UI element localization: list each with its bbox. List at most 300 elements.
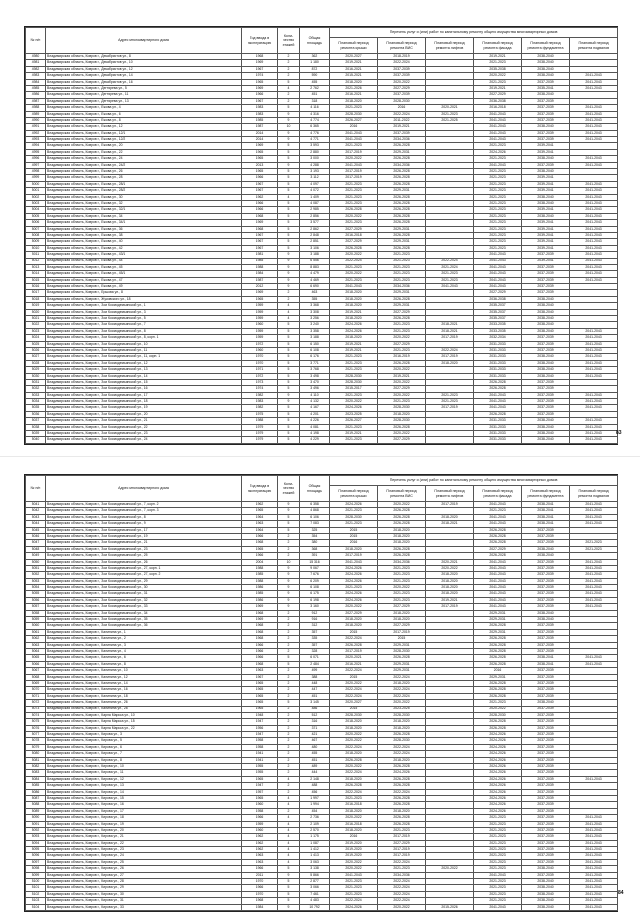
floors-cell: 4 (278, 827, 300, 833)
basement-period: 2021-2023 (570, 540, 618, 546)
foundation-period: 2038-2040 (522, 431, 570, 437)
utilities-period: 2022-2024 (378, 879, 426, 885)
basement-period: 2041-2043 (570, 73, 618, 79)
col-header-area: Общая площадь (300, 476, 330, 502)
foundation-period: 2037-2039 (522, 776, 570, 782)
area-cell: 3 106 (300, 245, 330, 251)
facade-period: 2024-2026 (474, 744, 522, 750)
address-cell: Владимирская область, Ковров г., Ежова ул., 44 (46, 258, 242, 264)
basement-period: 2041-2043 (570, 585, 618, 591)
utilities-period: 2022-2024 (378, 111, 426, 117)
facade-period: 2031-2033 (474, 354, 522, 360)
foundation-period: 2038-2040 (522, 610, 570, 616)
year-cell: 1962 (242, 847, 278, 853)
utilities-period: 2026-2028 (378, 764, 426, 770)
address-cell: Владимирская область, Ковров г., Зои Космодемьянской ул., 20 (46, 411, 242, 417)
col-header-num: № п/п (26, 28, 46, 54)
roof-period: 2018-2020 (330, 79, 378, 85)
facade-period: 2032-2034 (474, 335, 522, 341)
foundation-period: 2037-2039 (522, 757, 570, 763)
elevator-period: 2018-2021 (426, 328, 474, 334)
floors-cell: 5 (278, 143, 300, 149)
row-number: 5006 (26, 220, 46, 226)
basement-period: 2041-2043 (570, 502, 618, 508)
area-cell: 7 083 (300, 521, 330, 527)
foundation-period: 2037-2039 (522, 859, 570, 865)
year-cell: 2013 (242, 162, 278, 168)
roof-period: 2024-2026 (330, 597, 378, 603)
address-cell: Владимирская область, Ковров г., Зои Космодемьянской ул., 31 (46, 591, 242, 597)
utilities-period: 2022-2024 (378, 891, 426, 897)
facade-period: 2041-2043 (474, 502, 522, 508)
roof-period: 2015 (330, 533, 378, 539)
floors-cell: 5 (278, 386, 300, 392)
facade-period: 2041-2043 (474, 252, 522, 258)
utilities-period: 2020-2022 (378, 379, 426, 385)
roof-period: 2021-2023 (330, 188, 378, 194)
row-number: 5102 (26, 891, 46, 897)
floors-cell: 2 (278, 687, 300, 693)
area-cell: 380 (300, 540, 330, 546)
basement-period: 2041-2043 (570, 354, 618, 360)
year-cell: 2014 (242, 137, 278, 143)
roof-period: 2028-2030 (330, 712, 378, 718)
roof-period: 2018-2020 (330, 725, 378, 731)
area-cell: 488 (300, 783, 330, 789)
address-cell: Владимирская область, Ковров г., Жуковского ул., 18 (46, 296, 242, 302)
floors-cell: 2 (278, 808, 300, 814)
foundation-period: 2037-2039 (522, 744, 570, 750)
address-cell: Владимирская область, Ковров г., Ежова ул., 30 (46, 194, 242, 200)
year-cell: 1988 (242, 418, 278, 424)
address-cell: Владимирская область, Ковров г., Зои Космодемьянской ул., 11 (46, 347, 242, 353)
floors-cell: 9 (278, 252, 300, 258)
floors-cell: 4 (278, 303, 300, 309)
facade-period: 2036-2038 (474, 98, 522, 104)
year-cell: 1983 (242, 111, 278, 117)
year-cell: 1947 (242, 719, 278, 725)
year-cell: 1958 (242, 738, 278, 744)
roof-period: 2019-2020 (330, 853, 378, 859)
facade-period: 2021-2023 (474, 181, 522, 187)
area-cell: 357 (300, 629, 330, 635)
utilities-period: 2022-2024 (378, 674, 426, 680)
col-header-period: Плановый период ремонта фасада (474, 486, 522, 502)
roof-period: 2016-2018 (330, 821, 378, 827)
floors-cell: 5 (278, 661, 300, 667)
col-header-year: Год ввода в эксплуатацию (242, 476, 278, 502)
address-cell: Владимирская область, Ковров г., Зои Космодемьянской ул., 27, корп. 1 (46, 565, 242, 571)
address-cell: Владимирская область, Ковров г., Ежова ул., 47 (46, 277, 242, 283)
utilities-period: 2021-2023 (378, 258, 426, 264)
area-cell: 4 774 (300, 117, 330, 123)
address-cell: Владимирская область, Ковров г., Кирова ул., 25 (46, 859, 242, 865)
utilities-period: 2026-2028 (378, 783, 426, 789)
year-cell: 1965 (242, 693, 278, 699)
row-number: 5028 (26, 360, 46, 366)
utilities-period: 2022-2024 (378, 60, 426, 66)
address-cell: Владимирская область, Ковров г., Зои Космодемьянской ул., 7, корп. 3 (46, 508, 242, 514)
row-number: 5020 (26, 309, 46, 315)
col-header-floors: Коли-чество этажей (278, 28, 300, 54)
facade-period: 2041-2043 (474, 585, 522, 591)
utilities-period: 2018-2020 (378, 757, 426, 763)
roof-period: 2022-2024 (330, 636, 378, 642)
roof-period: 2018-2020 (330, 98, 378, 104)
floors-cell: 5 (278, 521, 300, 527)
foundation-period: 2037-2039 (522, 559, 570, 565)
address-cell: Владимирская область, Ковров г., Зои Космодемьянской ул., 9 (46, 521, 242, 527)
facade-period: 2021-2023 (474, 821, 522, 827)
area-cell: 357 (300, 642, 330, 648)
area-cell: 4 116 (300, 105, 330, 111)
roof-period: 2022-2024 (330, 898, 378, 904)
address-cell: Владимирская область, Ковров г., Зои Космодемьянской ул., 32 (46, 597, 242, 603)
foundation-period: 2037-2039 (522, 636, 570, 642)
roof-period: 2026-2028 (330, 642, 378, 648)
floors-cell: 5 (278, 527, 300, 533)
address-cell: Владимирская область, Ковров г., Дегтярева ул., 5 (46, 85, 242, 91)
utilities-period: 2020-2022 (378, 431, 426, 437)
floors-cell: 5 (278, 367, 300, 373)
address-cell: Владимирская область, Ковров г., Дегтярева ул., 11 (46, 92, 242, 98)
utilities-period: 2018-2020 (378, 533, 426, 539)
row-number: 5031 (26, 379, 46, 385)
basement-period: 2041-2043 (570, 514, 618, 520)
foundation-period: 2037-2039 (522, 815, 570, 821)
area-cell: 499 (300, 668, 330, 674)
floors-cell: 5 (278, 181, 300, 187)
floors-cell: 5 (278, 213, 300, 219)
foundation-period: 2038-2040 (522, 904, 570, 910)
area-cell: 3 066 (300, 885, 330, 891)
row-number: 5022 (26, 322, 46, 328)
facade-period: 2021-2023 (474, 239, 522, 245)
utilities-period: 2034-2036 (378, 137, 426, 143)
roof-period: 2018-2020 (330, 617, 378, 623)
address-cell: Владимирская область, Ковров г., Калинина ул., 28 (46, 706, 242, 712)
row-number: 5056 (26, 597, 46, 603)
basement-period: 2041-2043 (570, 521, 618, 527)
year-cell: 1968 (242, 661, 278, 667)
basement-period: 2041-2043 (570, 367, 618, 373)
roof-period: 2021-2023 (330, 891, 378, 897)
elevator-period: 2021-2023 (426, 271, 474, 277)
year-cell: 1959 (242, 335, 278, 341)
year-cell: 1960 (242, 347, 278, 353)
utilities-period: 2029-2031 (378, 239, 426, 245)
roof-period: 2018-2020 (330, 827, 378, 833)
address-cell: Владимирская область, Ковров г., Ежова ул., 8 (46, 117, 242, 123)
row-number: 5051 (26, 565, 46, 571)
elevator-period: 2020-2021 (426, 105, 474, 111)
roof-period: 2018-2020 (330, 808, 378, 814)
roof-period: 2019-2021 (330, 431, 378, 437)
row-number: 5018 (26, 296, 46, 302)
row-number: 5011 (26, 252, 46, 258)
area-cell: 3 240 (300, 322, 330, 328)
utilities-period: 2027-2029 (378, 341, 426, 347)
address-cell: Владимирская область, Ковров г., Зои Космодемьянской ул., 8 (46, 514, 242, 520)
foundation-period: 2037-2039 (522, 680, 570, 686)
roof-period: 2018-2020 (330, 290, 378, 296)
utilities-period: 2026-2028 (378, 802, 426, 808)
roof-period: 2018-2020 (330, 776, 378, 782)
year-cell: 1967 (242, 188, 278, 194)
roof-period: 2028-2030 (330, 514, 378, 520)
floors-cell: 5 (278, 424, 300, 430)
foundation-period: 2037-2039 (522, 738, 570, 744)
basement-period: 2041-2043 (570, 239, 618, 245)
area-cell: 6 358 (300, 502, 330, 508)
row-number: 5079 (26, 744, 46, 750)
facade-period: 2041-2043 (474, 591, 522, 597)
facade-period: 2021-2023 (474, 200, 522, 206)
area-cell: 1 997 (300, 795, 330, 801)
area-cell: 455 (300, 79, 330, 85)
foundation-period: 2037-2039 (522, 668, 570, 674)
floors-cell: 2 (278, 751, 300, 757)
area-cell: 3 112 (300, 175, 330, 181)
row-number: 5076 (26, 725, 46, 731)
address-cell: Владимирская область, Ковров г., Ежова ул., 26 (46, 169, 242, 175)
row-number: 5012 (26, 258, 46, 264)
row-number: 5089 (26, 808, 46, 814)
area-cell: 3 138 (300, 866, 330, 872)
area-cell: 467 (300, 738, 330, 744)
year-cell: 1987 (242, 124, 278, 130)
col-header-period: Плановый период ремонта фундамента (522, 38, 570, 54)
foundation-period: 2037-2039 (522, 629, 570, 635)
year-cell: 1972 (242, 341, 278, 347)
basement-period: 2041-2043 (570, 220, 618, 226)
row-number: 5019 (26, 303, 46, 309)
facade-period: 2041-2043 (474, 572, 522, 578)
row-number: 5036 (26, 411, 46, 417)
facade-period: 2031-2033 (474, 437, 522, 443)
year-cell: 1969 (242, 290, 278, 296)
facade-period: 2035-2037 (474, 303, 522, 309)
address-cell: Владимирская область, Ковров г., Кирова ул., 21 (46, 834, 242, 840)
roof-period: 2021-2023 (330, 181, 378, 187)
facade-period: 2035-2037 (474, 316, 522, 322)
floors-cell: 2 (278, 98, 300, 104)
roof-period: 2015 (330, 674, 378, 680)
basement-period: 2041-2043 (570, 252, 618, 258)
utilities-period: 2027-2029 (378, 437, 426, 443)
facade-period: 2041-2043 (474, 405, 522, 411)
address-cell: Владимирская область, Ковров г., Декабристов ул., 12 (46, 66, 242, 72)
row-number: 4986 (26, 92, 46, 98)
basement-period: 2041-2043 (570, 776, 618, 782)
utilities-period: 2027-2029 (378, 623, 426, 629)
floors-cell: 9 (278, 508, 300, 514)
foundation-period: 2037-2039 (522, 347, 570, 353)
table-body (26, 54, 618, 444)
address-cell: Владимирская область, Ковров г., Кирова ул., 26 (46, 866, 242, 872)
address-cell: Владимирская область, Ковров г., Кирова ул., 19 (46, 821, 242, 827)
basement-period: 2041-2043 (570, 213, 618, 219)
foundation-period: 2037-2039 (522, 591, 570, 597)
utilities-period: 2037-2039 (378, 92, 426, 98)
facade-period: 2021-2023 (474, 232, 522, 238)
area-cell: 6 690 (300, 284, 330, 290)
roof-period: 2021-2023 (330, 585, 378, 591)
address-cell: Владимирская область, Ковров г., Зои Космодемьянской ул., 12 (46, 360, 242, 366)
floors-cell: 4 (278, 795, 300, 801)
basement-period: 2041-2043 (570, 437, 618, 443)
basement-period: 2041-2043 (570, 904, 618, 910)
col-header-period: Плановый период ремонта крыши (330, 38, 378, 54)
roof-period: 2015-2021 (330, 73, 378, 79)
facade-period: 2024-2026 (474, 149, 522, 155)
address-cell: Владимирская область, Ковров г., Зои Космодемьянской ул., 19 (46, 533, 242, 539)
elevator-period: 2021-2023 (426, 399, 474, 405)
floors-cell: 9 (278, 392, 300, 398)
foundation-period: 2037-2039 (522, 399, 570, 405)
floors-cell: 4 (278, 309, 300, 315)
facade-period: 2041-2043 (474, 872, 522, 878)
floors-cell: 2 (278, 744, 300, 750)
floors-cell: 5 (278, 341, 300, 347)
basement-period: 2041-2043 (570, 347, 618, 353)
elevator-period: 2020-2021 (426, 559, 474, 565)
facade-period: 2031-2033 (474, 341, 522, 347)
utilities-period: 2018-2020 (378, 808, 426, 814)
row-number: 5069 (26, 680, 46, 686)
area-cell: 6 556 (300, 258, 330, 264)
facade-period: 2029-2031 (474, 629, 522, 635)
row-number: 5090 (26, 815, 46, 821)
area-cell: 1 175 (300, 834, 330, 840)
col-header-period: Плановый период ремонта подвалов (570, 38, 618, 54)
utilities-period: 2028-2030 (378, 98, 426, 104)
area-cell: 4 097 (300, 181, 330, 187)
facade-period: 2026-2028 (474, 725, 522, 731)
area-cell: 2 851 (300, 239, 330, 245)
row-number: 4980 (26, 54, 46, 60)
address-cell: Владимирская область, Ковров г., Зои Космодемьянской ул., 18 (46, 399, 242, 405)
capital-repair-table-84 (24, 474, 618, 912)
roof-period: 2018-2020 (330, 623, 378, 629)
foundation-period: 2038-2040 (522, 373, 570, 379)
address-cell: Владимирская область, Ковров г., Зои Космодемьянской ул., 29 (46, 578, 242, 584)
utilities-period: 2020-2022 (378, 367, 426, 373)
address-cell: Владимирская область, Ковров г., Зои Космодемьянской ул., 30 (46, 585, 242, 591)
area-cell: 3 188 (300, 335, 330, 341)
address-cell: Владимирская область, Ковров г., Кирова ул., 31 (46, 898, 242, 904)
year-cell: 1963 (242, 853, 278, 859)
foundation-period: 2038-2040 (522, 360, 570, 366)
elevator-period: 2021-2023 (426, 392, 474, 398)
floors-cell: 5 (278, 373, 300, 379)
area-cell: 912 (300, 610, 330, 616)
row-number: 4984 (26, 79, 46, 85)
col-header-period: Плановый период ремонта фундамента (522, 486, 570, 502)
document-page-84 (0, 462, 640, 909)
floors-cell: 9 (278, 604, 300, 610)
area-cell: 451 (300, 693, 330, 699)
facade-period: 2021-2023 (474, 847, 522, 853)
floors-cell: 9 (278, 578, 300, 584)
floors-cell: 4 (278, 853, 300, 859)
facade-period: 2021-2023 (474, 220, 522, 226)
year-cell: 1959 (242, 821, 278, 827)
area-cell: 3 498 (300, 373, 330, 379)
row-number: 5097 (26, 859, 46, 865)
floors-cell: 5 (278, 879, 300, 885)
basement-period: 2041-2043 (570, 226, 618, 232)
roof-period: 2022-2024 (330, 668, 378, 674)
facade-period: 2019-2021 (474, 85, 522, 91)
utilities-period: 2029-2031 (378, 226, 426, 232)
facade-period: 2041-2043 (474, 162, 522, 168)
foundation-period: 2038-2040 (522, 54, 570, 60)
foundation-period: 2037-2039 (522, 386, 570, 392)
year-cell: 1962 (242, 834, 278, 840)
area-cell: 354 (300, 533, 330, 539)
address-cell: Владимирская область, Ковров г., Ежова ул., 24 (46, 156, 242, 162)
row-number: 4996 (26, 156, 46, 162)
foundation-period: 2038-2040 (522, 424, 570, 430)
utilities-period: 2021-2023 (378, 572, 426, 578)
row-number: 5039 (26, 431, 46, 437)
roof-period: 2020-2022 (330, 399, 378, 405)
address-cell: Владимирская область, Ковров г., Кирова ул., 10 (46, 764, 242, 770)
facade-period: 2021-2023 (474, 143, 522, 149)
year-cell: 1967 (242, 66, 278, 72)
row-number: 5075 (26, 719, 46, 725)
basement-period: 2041-2043 (570, 898, 618, 904)
basement-period: 2041-2043 (570, 891, 618, 897)
area-cell: 4 776 (300, 130, 330, 136)
facade-period: 2026-2028 (474, 687, 522, 693)
elevator-period: 2019-2021 (426, 597, 474, 603)
utilities-period: 2021-2023 (378, 827, 426, 833)
elevator-period: 2017-2019 (426, 604, 474, 610)
utilities-period: 2029-2031 (378, 668, 426, 674)
roof-period: 2024-2026 (330, 502, 378, 508)
sheet-separator (0, 456, 640, 457)
foundation-period: 2037-2039 (522, 834, 570, 840)
foundation-period: 2038-2040 (522, 66, 570, 72)
facade-period: 2041-2043 (474, 604, 522, 610)
foundation-period: 2037-2039 (522, 764, 570, 770)
utilities-period: 2018-2020 (378, 610, 426, 616)
area-cell: 3 358 (300, 328, 330, 334)
facade-period: 2041-2043 (474, 124, 522, 130)
roof-period: 2027-2029 (330, 610, 378, 616)
facade-period: 2021-2023 (474, 194, 522, 200)
roof-period: 2023-2025 (330, 411, 378, 417)
address-cell: Владимирская область, Ковров г., Ежова ул., 24/2 (46, 162, 242, 168)
roof-period: 2019-2021 (330, 60, 378, 66)
facade-period: 2026-2028 (474, 533, 522, 539)
row-number: 5092 (26, 827, 46, 833)
utilities-period: 2015 (378, 636, 426, 642)
roof-period: 2024-2026 (330, 572, 378, 578)
basement-period: 2041-2043 (570, 418, 618, 424)
area-cell: 335 (300, 636, 330, 642)
utilities-period: 2022-2024 (378, 693, 426, 699)
area-cell: 355 (300, 296, 330, 302)
address-cell: Владимирская область, Ковров г., Зои Космодемьянской ул., 21 (46, 540, 242, 546)
basement-period: 2041-2043 (570, 85, 618, 91)
area-cell: 6 108 (300, 347, 330, 353)
roof-period: 2024-2026 (330, 405, 378, 411)
area-cell: 6 209 (300, 578, 330, 584)
year-cell: 1965 (242, 79, 278, 85)
